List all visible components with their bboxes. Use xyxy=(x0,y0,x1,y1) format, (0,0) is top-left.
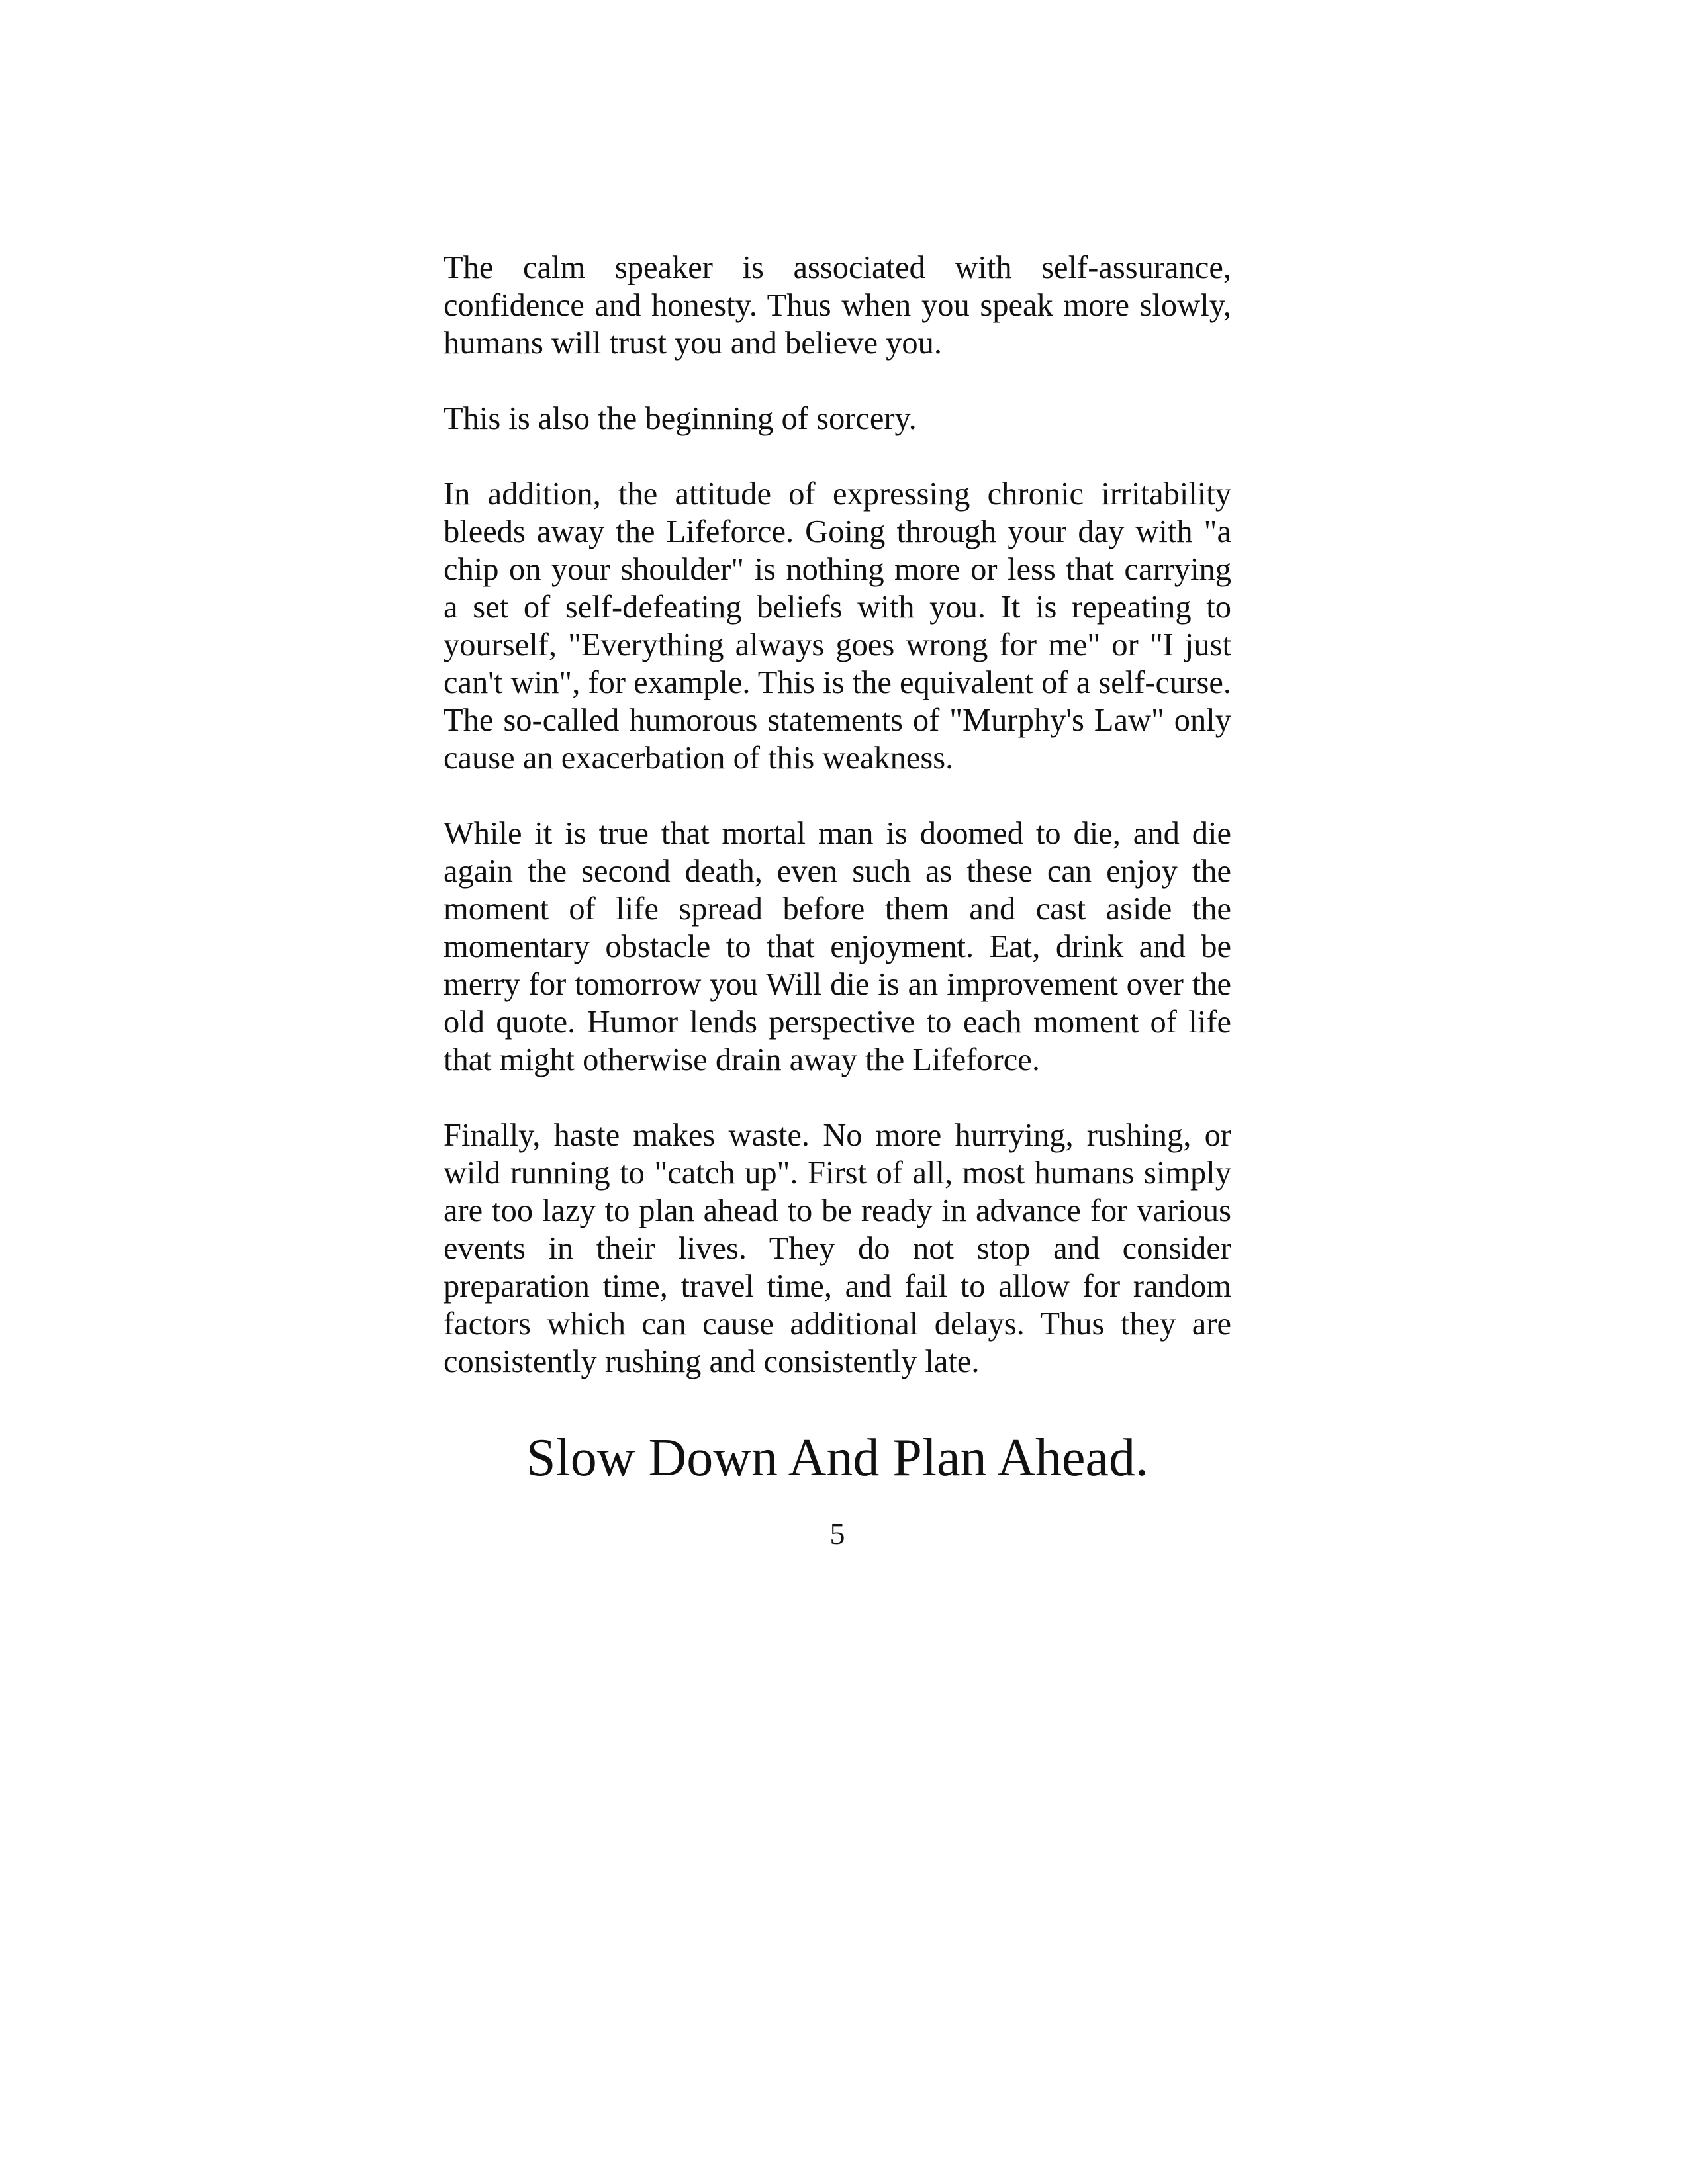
paragraph-mortal-man: While it is true that mortal man is doomed to die, and die again the second death, even such as these can enjoy the moment of life spread before them and cast aside the momentary obstacle to that enjoyment. Eat, drink and be merry for tomorrow you Will die is an improvement over the old quote. Humor lends perspective to each moment of life that might otherwise drain away the Lifeforce. xyxy=(444,816,1231,1077)
paragraph-calm-speaker: The calm speaker is associated with self-assurance, confidence and honesty. Thus when you speak more slowly, humans will trust you and believe you. xyxy=(444,250,1231,361)
paragraph-irritability: In addition, the attitude of expressing chronic irritability bleeds away the Lifeforce. Going through your day with "a chip on your shoulder" is nothing more or less that carrying a set of self-defeating beliefs with you. It is repeating to yourself, "Everything always goes wrong for me" or "I just can't win", for example. This is the equivalent of a self-curse. The so-called humorous statements of "Murphy's Law" only cause an exacerbation of this weakness. xyxy=(444,477,1231,776)
paragraph-haste: Finally, haste makes waste. No more hurrying, rushing, or wild running to "catch up". First of all, most humans simply are too lazy to plan ahead to be ready in advance for various events in their lives. They do not stop and consider preparation time, travel time, and fail to allow for random factors which can cause additional delays. Thus they are consistently rushing and consistently late. xyxy=(444,1118,1231,1379)
closing-heading: Slow Down And Plan Ahead. xyxy=(526,1429,1149,1487)
body-text xyxy=(444,249,1231,1418)
page-number: 5 xyxy=(829,1517,845,1551)
paragraph-sorcery: This is also the beginning of sorcery. xyxy=(444,401,917,436)
